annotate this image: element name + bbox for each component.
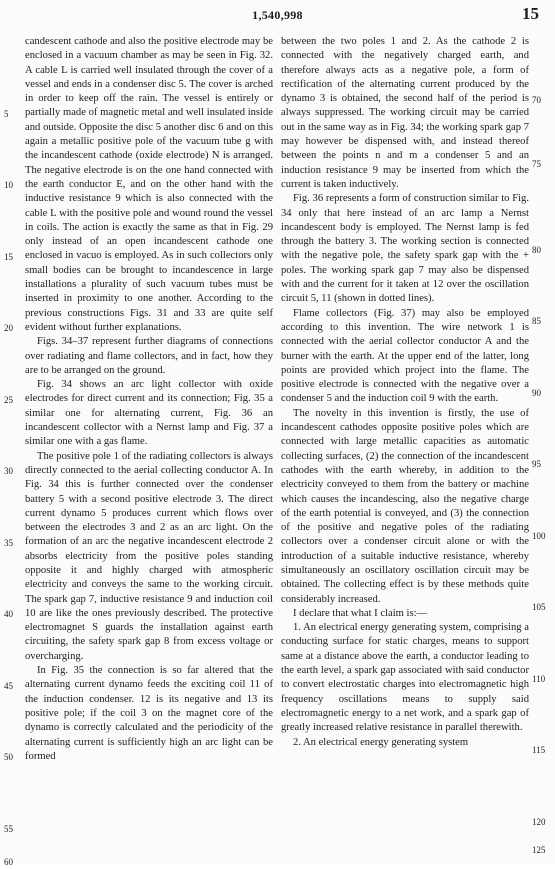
claim-1: 1. An electrical energy generating system, comprising a conducting surface for static charges, means to support same at a distance above the earth, a conductor leading to the earth level, a spark gap associated with said conductor to convert electrostatic charges into electromagnetic high frequency oscillations means to supply said electromagnetic energy to a net work, and a spark gap of greatly increased relative resistance in parallel therewith. bbox=[281, 622, 529, 734]
line-number: 85 bbox=[532, 316, 541, 326]
line-number: 35 bbox=[4, 538, 13, 548]
line-number: 100 bbox=[532, 531, 546, 541]
page-number: 15 bbox=[522, 4, 539, 23]
line-number: 95 bbox=[532, 459, 541, 469]
paragraph: Fig. 34 shows an arc light collector with oxide electrodes for direct current and its connection; Fig. 35 a similar one for alternating current, Fig. 36 an incandescent collector with a Nernst lamp and Fig. 37 a similar one with a gas flame. bbox=[25, 379, 273, 448]
line-number: 55 bbox=[4, 824, 13, 834]
left-text-column bbox=[25, 35, 273, 764]
line-number: 120 bbox=[532, 817, 546, 827]
line-number: 50 bbox=[4, 752, 13, 762]
line-number: 20 bbox=[4, 323, 13, 333]
line-number: 70 bbox=[532, 95, 541, 105]
line-number: 5 bbox=[4, 109, 9, 119]
paragraph: candescent cathode and also the positive electrode may be enclosed in a vacuum chamber as may be seen in Fig. 32. A cable L is carried well insulated through the cover of a vessel and ends in a condenser disc 5. The cover is arched in order to keep off the rain. The vessel is entirely or partially made of magnetic metal and well insulated inside and outside. Opposite the disc 5 another disc 6 and on this again a metallic positive pole of the vacuum tube g with the incandescent cathode (oxide electrode) N is arranged. The negative electrode is on the one hand connected with the earth conductor E, and on the other hand with the inductive resistance 9 which is also connected with the cable L with the positive pole and wound round the vessel in coils. The action is exactly the same as that in Fig. 29 only instead of an open incandescent cathode one enclosed in vacuo is employed. As in such collectors only small bodies can be brought to incandescence in large installations a plurality of such vacuum tubes must be inserted in proximity to one another. According to the previous constructions Figs. 31 and 33 are quite self evident without further explanations. bbox=[25, 36, 273, 333]
line-number: 105 bbox=[532, 602, 546, 612]
line-number: 45 bbox=[4, 681, 13, 691]
line-number: 80 bbox=[532, 245, 541, 255]
line-number: 115 bbox=[532, 745, 546, 755]
line-number: 10 bbox=[4, 180, 13, 190]
paragraph: Fig. 36 represents a form of construction similar to Fig. 34 only that here instead of an arc lamp a Nernst incandescent body is employed. The Nernst lamp is fed through the battery 3. The working section is connected with the negative pole, the safety spark gap with the + poles. The working spark gap 7 may also be dispensed with and the current for it taken at 12 over the oscillation circuit 5, 11 (shown in dotted lines). bbox=[281, 193, 529, 305]
line-number: 25 bbox=[4, 395, 13, 405]
paragraph: Flame collectors (Fig. 37) may also be employed according to this invention. The wire network 1 is connected with the aerial collector conductor A and the burner with the earth. At the upper end of the latter, long points are provided which project into the flame. The positive electrode is connected with the negative over a condenser 5 and the induction coil 9 with the earth. bbox=[281, 307, 529, 405]
claims-intro: I declare that what I claim is:— bbox=[293, 607, 428, 619]
paragraph: In Fig. 35 the connection is so far altered that the alternating current dynamo feeds the exciting coil 11 of the induction condenser. 12 is its negative and 13 its positive pole; if the coil 3 on the magnet core of the dynamo is correctly calculated and the periodicity of the alternating current is sufficiently high an arc light can be formed bbox=[25, 665, 273, 762]
page-header bbox=[0, 4, 555, 26]
line-number: 75 bbox=[532, 159, 541, 169]
patent-number: 1,540,998 bbox=[252, 8, 303, 22]
line-number: 110 bbox=[532, 674, 546, 684]
line-number: 60 bbox=[4, 857, 13, 867]
right-text-column bbox=[281, 35, 529, 750]
line-number: 125 bbox=[532, 845, 546, 855]
paragraph: The novelty in this invention is firstly, the use of incandescent cathodes opposite positive poles which are connected with large metallic capacities as automatic collecting surfaces, (2) the connection of the incandescent cathodes with the earth whereby, in addition to the electricity conveyed to them from the battery or machine which causes the incandescing, also the negative charge of the earth potential is conveyed, and (3) the connection of the positive and negative poles of the radiating collectors over a condenser circuit alone or with the introduction of a suitable inductive resistance, whereby simultaneously an oscillatory oscillation circuit may be obtained. The collecting effect is by these methods quite considerably increased. bbox=[281, 407, 529, 605]
line-number: 40 bbox=[4, 609, 13, 619]
paragraph: between the two poles 1 and 2. As the cathode 2 is connected with the negatively charged earth, and therefore always acts as a negative pole, a form of rectification of the alternating current produced by the dynamo 3 is obtained, the second half of the period is always suppressed. The working circuit may be carried out in the same way as in Fig. 34; the working spark gap 7 may however be dispensed with, and instead thereof between the points n and m a condenser 5 and an induction resistance 9 may be inserted from which the current is taken inductively. bbox=[281, 36, 529, 190]
paragraph: The positive pole 1 of the radiating collectors is always directly connected to the aerial collecting conductor A. In Fig. 34 this is further connected over the condenser battery 5 with a second positive electrode 3. The direct current dynamo 5 produces current which flows over between the electrodes 3 and 2 as an arc light. On the formation of an arc the negative incandescent electrode 2 absorbs electricity from the positive poles standing opposite it and highly charged with atmospheric electricity and conveys the same to the working circuit. The spark gap 7, inductive resistance 9 and induction coil 10 are like the ones previously described. The protective electromagnet S guards the installation against earth circuiting, the safety spark gap 8 from excess voltage or overcharging. bbox=[25, 450, 273, 662]
paragraph: Figs. 34–37 represent further diagrams of connections over radiating and flame collectors, and in fact, how they are to be arranged on the ground. bbox=[25, 336, 273, 376]
line-number: 15 bbox=[4, 252, 13, 262]
line-number: 90 bbox=[532, 388, 541, 398]
claim-2: 2. An electrical energy generating system bbox=[293, 736, 469, 748]
line-number: 30 bbox=[4, 466, 13, 476]
